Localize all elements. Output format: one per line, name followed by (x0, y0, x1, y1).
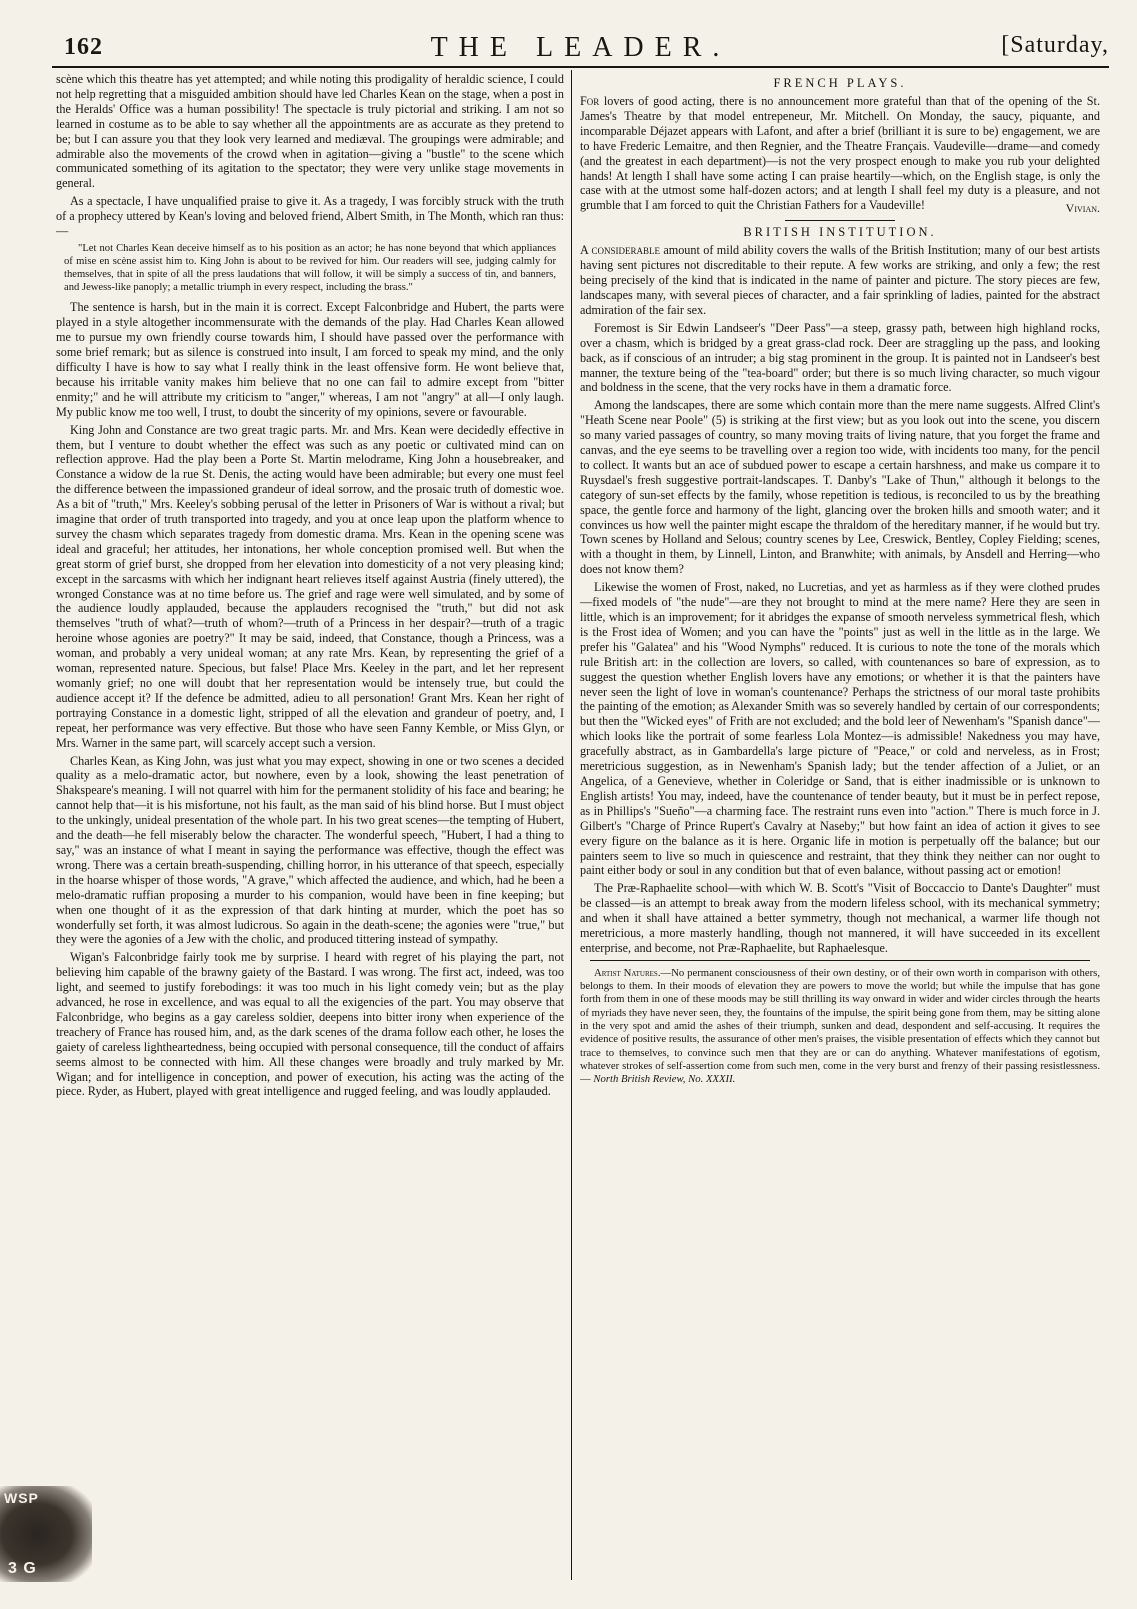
article-paragraph: Foremost is Sir Edwin Landseer's "Deer Pass"—a steep, grassy path, between high highland rocks, over a chasm, which is bridged by a great grass-clad rock. Deer are straggling up the pass, and looking back, as if conscious of an intruder; a big stag prominent in the group. It is painted not in Landseer's best manner, the texture being of the "tea-board" order; but there is so much living character, so much vigour and boldness in the scene, that the very rocks have in them a dramatic force. (580, 320, 1100, 395)
article-paragraph: The Præ-Raphaelite school—with which W. B. Scott's "Visit of Boccaccio to Dante's Daughter" must be classed—is an attempt to break away from the modern lifeless school, with its mechanical symmetry; and when it shall have attained a better symmetry, though not mechanical, a warmer life though not meretricious, a more masterly handling, though not mannered, it will have succeeded in its excellent enterprise, and become, not Præ-Raphaelite, but Raphaelesque. (580, 881, 1100, 955)
footnote-text: —No permanent consciousness of their own destiny, or of their own worth in comparison with others, belongs to them. In their moods of elevation they are powers to move the world; but while the impulse that has gone forth from them in one of these moods may be still thrilling its way onward in wider and wider circles through the hearts of myriads they have never seen, they, the fountains of the impulse, the spirit being gone from them, may be sitting alone in the very spot and amid the ashes of their triumph, sunken and dead, despondent and self-accusing. It requires the evidence of positive results, the assurance of other men's praises, the visible presentation of effects which they cannot but trace to themselves, to convince such men that they are or can do anything. Whatever manifestations of egotism, whatever strokes of self-assertion come from such men, come in the very burst and frenzy of their passing resistlessness.— (580, 966, 1100, 1086)
article-paragraph: Charles Kean, as King John, was just what you may expect, showing in one or two scenes a decided quality as a melo-dramatic actor, but nowhere, even by a look, showing the least penetration of Shakspeare's meaning. I will not quarrel with him for the permanent stolidity of his face and bearing; he cannot help that—it is his misfortune, not his fault, as the man said of his blind horse. But I must object to the unkingly, unideal presentation of the whole part. In his two great scenes—the tempting of Hubert, and the death—he fell miserably below the character. The wonderful speech, "Hubert, I had a thing to say," was an instance of what I meant in saying the performance was effective, though the effect was wrong. There was a certain breath-suspending, chilling horror, in his utterance of that speech, especially in the hoarse whisper of those words, "A grave," which affected the audience, and which, had he been a melo-dramatic ruffian proposing a murder to his companion, would have been in fine keeping; but when one thought of it as the expression of that dark hinting at murder, which the poet has so wonderfully set forth, it was almost ludicrous. So again in the death-scene; the agonies were "true," but they were the agonies of a Jew with the cholic, and produced tittering instead of sympathy. (56, 753, 564, 947)
header-rule (52, 66, 1109, 68)
french-plays-heading: FRENCH PLAYS. (773, 76, 907, 90)
left-column (56, 72, 564, 1102)
masthead (52, 26, 1109, 66)
british-institution-lead: A considerable (580, 243, 660, 258)
block-quote: "Let not Charles Kean deceive himself as to his position as an actor; he has none beyond that which appliances of mise en scène assist him to. King John is about to be revived for him. Our readers will see, judging calmly for themselves, that in spite of all the press laudations that will follow, it will be simply a success of tin, and banners, and Jewess-like panoply; a metallic triumph in every respect, including the brass." (64, 242, 556, 294)
footnote-lead: Artist Natures. (594, 966, 661, 979)
french-plays-text: lovers of good acting, there is no announcement more grateful than that of the opening of the St. James's Theatre by that model entrepeneur, Mr. Mitchell. On Monday, the saucy, piquante, and incomparable Déjazet appears with Lafont, and after a brief (brilliant it is sure to be) engagement, we are to have Frederic Lemaitre, and then Regnier, and the Theatre Français. Vaudeville—drame—and comedy (and the greatest in each department)—is not the very prospect enough to make you rub your delighted hands! At length I shall have some acting I can praise heartily—which, on the English stage, is only the case with at the utmost some half-dozen actors; and at length I shall feel my duty is a pleasure, and not grumble that I am forced to quit the Christian Fathers for a Vaudeville! (580, 94, 1100, 213)
french-plays-lead: For (580, 94, 600, 108)
footnote-paragraph (580, 967, 1100, 1087)
footnote-rule (590, 960, 1090, 961)
article-paragraph: Wigan's Falconbridge fairly took me by surprise. I heard with regret of his playing the part, not believing him capable of the brawny gaiety of the Bastard. I was wrong. The first act, indeed, was too light, and seemed to justify forebodings: it was too much in his light comedy vein; but as the play advanced, he rose in excellence, and was equal to all the exigencies of the part. You may observe that Falconbridge, who begins as a gay careless soldier, deepens into bitter irony when experience of the treachery of France has roused him, and, as the dark scenes of the drama follow each other, he loses the gaiety of careless lightheartedness, being occupied with personal consequence, till the conduct of affairs seems almost to be connected with him. All these changes were broadly and truly marked by Mr. Wigan; and for intelligence in conception, and power of execution, his acting was the acting of the piece. Ryder, as Hubert, played with great intelligence and rugged feeling, and was loudly applauded. (56, 950, 564, 1099)
column-divider (571, 70, 572, 1580)
british-institution-heading: BRITISH INSTITUTION. (743, 225, 937, 240)
article-paragraph: Among the landscapes, there are some which contain more than the mere name suggests. Alfred Clint's "Heath Scene near Poole" (5) is striking at the first view; but as you look out into the scene, you discern so many varied passages of country, so many moving traits of living nature, that you forget the frame and canvas, and the eye seems to be travelling over a region too wide, with incidents too many, for the pencil to collect. It wants but an ace of subdued power to escape a certain harshness, and make us compare it to Ruysdael's fresh suggestive portrait-landscapes. T. Danby's "Lake of Thun," although it belongs to the category of sun-set effects by the family, whose repetition is tedious, is reconciled to us by the breathing space, the gentle force and harmony of the light, glancing over the broken hills and smooth water; and it convinces us how well the painter might escape the thraldom of the hereditary manner, if he would but try. Town scenes by Holland and Selous; country scenes by Lee, Creswick, Bentley, Copley Fielding; scenes, with a thought in them, by Linnell, Linton, and Branwhite; with animals, by Ansdell and Herring—who does not know them? (580, 398, 1100, 577)
footnote-source: North British Review, No. XXXII. (593, 1073, 736, 1086)
article-paragraph: The sentence is harsh, but in the main it is correct. Except Falconbridge and Hubert, the parts were played in a style altogether incommensurate with the demands of the play. Had Charles Kean allowed me to pursue my own friendly course towards him, I should have passed over the performance with some brief remark; but as silence is construed into insult, I am forced to speak my mind, and the only difficulty I have is how to say what I really think in the least offensive form. He wont believe that, because his irritable vanity makes him believe that no one can fail to admire except from "bitter enmity;" and he will attribute my criticism to "anger," whereas, I am not "angry" at all—I only laugh. My public know me too well, I trust, to doubt the sincerity of my opinions, severe or favourable. (56, 300, 564, 419)
french-plays-paragraph (580, 94, 1100, 213)
author-signature: Vivian. (1065, 201, 1100, 216)
article-paragraph: scène which this theatre has yet attempted; and while noting this prodigality of heraldic science, I could not help regretting that a misguided ambition should have led Charles Kean on the stage, when a post in the Heralds' Office was a human possibility! The spectacle is truly pictorial and striking. I am not so learned in costume as to be able to say whether all the appointments are as accurate as they pretend to be; but I can assure you that they look very learned and mediæval. The groupings were admirable; and admirable also the movements of the crowd when in agitation—giving a "bustle" to the scene which communicated something of its agitation to the spectator; they were very unlike stage movements in general. (56, 72, 564, 191)
british-institution-intro (580, 243, 1100, 318)
page-number: 162 (64, 34, 103, 60)
stamp-bottom-text: 3 G (8, 1560, 37, 1577)
issue-day: [Saturday, (1001, 32, 1109, 58)
right-column (580, 72, 1100, 1090)
article-paragraph: As a spectacle, I have unqualified praise to give it. As a tragedy, I was forcibly struck with the truth of a prophecy uttered by Kean's loving and beloved friend, Albert Smith, in The Month, which ran thus:— (56, 194, 564, 239)
section-rule (785, 220, 895, 221)
library-stamp (0, 1486, 92, 1582)
article-paragraph: King John and Constance are two great tragic parts. Mr. and Mrs. Kean were decidedly effective in them, but I venture to doubt whether the effect was such as any poetic or cultivated mind can on reflection approve. Had the play been a Porte St. Martin melodrame, King John a housebreaker, and Constance a widow de la rue St. Denis, the acting would have been admirable; but every one must feel the difference between the impassioned grandeur of ideal sorrow, and the prosaic truth of domestic woe. As a bit of "truth," Mrs. Keeley's sobbing perusal of the letter in Prisoners of War is without a rival; but imagine that order of truth transported into tragedy, and you at once leap upon the platform whence to survey the chasm which separates tragedy from domestic drama. Mrs. Kean in the opening scene was ideal and graceful; her attitudes, her intonations, her whole conception promised well. But when the great storm of grief burst, she dropped from her elevation into domesticity of a not very pleasing kind; except in the sarcasms with which her indignant heart relieves itself against Austria (finely uttered), the wronged Constance was at no time before us. The grief and rage were well simulated, and by some of the audience loudly applauded, because the applauders recognised the "truth," but did not ask themselves "truth of what?—truth of whom?—truth of a Princess in her despair?—truth of a tragic heroine whose agonies are poetry?" It may be said, indeed, that Constance, though a Princess, was a woman, and probably a very unideal woman; at any rate Mrs. Kean, by representing the grief of a woman, represented nature. Specious, but false! Place Mrs. Keeley in the part, and let her represent womanly grief; no one will doubt that her representation would be intensely true, but could the audience accept it? If the defence be admitted, adieu to all personation! Grant Mrs. Kean her right of portraying Constance in a domestic light, stripped of all the elevation and grandeur of poetry, and, I repeat, her performance was very effective. But those who have seen Fanny Kemble, or Miss Glyn, or Mrs. Warner in the same part, will scarcely accept such a version. (56, 422, 564, 750)
stamp-top-text: WSP (4, 1490, 39, 1506)
british-institution-text: amount of mild ability covers the walls of the British Institution; many of our best artists having sent pictures not discreditable to their repute. A few works are striking, and only a few; the rest being precisely of the kind that is indicated in the name of painter and picture. The story pieces are few, landscapes many, with several pieces of character, and a fair sprinkling of ladies, painted for the abstract admiration of the fair sex. (580, 243, 1100, 317)
paper-title: THE LEADER. (430, 32, 731, 63)
article-paragraph: Likewise the women of Frost, naked, no Lucretias, and yet as harmless as if they were clothed prudes—fixed models of "the nude"—are they not brought to mind at the mere name? Here they are seen in little, which is an improvement; for it abridges the expanse of smooth nerveless symmetrical flesh, which is the Frost idea of Women; and you can have the "points" just as well in the little as in the large. We prefer his "Galatea" and his "Wood Nymphs" reduced. It is curious to note the tone of the morals which rule British art: in the collection are lovers, so called, with countenances so bare of expression, as to suggest the question whether English lovers have any emotions; or whether it is that the painters have never seen the light of love in woman's countenance? Perhaps the strictness of our moral taste prohibits the painting of the emotion; as Alexander Smith was so severely handled by certain of our correspondents; but then the "Wicked eyes" of Frith are not excluded; and the bold leer of Newenham's "Spanish dance"—which looks like the portrait of some fearless Lola Montez—is admissible! Nakedness you may have, gracefully abstract, as in Gambardella's large picture of "Peace," or cold and nerveless, as in Frost; meretricious suggestion, as in Newenham's Spanish lady; but the tender affection of a Juliet, or an Angelica, of a Genevieve, whether in Coleridge or Sand, that is either inadmissible or is unknown to English artists! You may, indeed, have the countenance of tender beauty, but it must be in perfect repose, as in Phillips's "Sueño"—a charming face. The restraint runs even into "action." There is much force in J. Gilbert's "Charge of Prince Rupert's Cavalry at Naseby;" but how faint an idea of action it gives to see every figure on the balance as it is here. Organic life in motion is perpetually off the balance; but our painters seem to live so much in quiescence and restraint, that they think they neither can nor ought to paint either body or soul in any condition but that of even balance, without passing act or emotion! (580, 580, 1100, 878)
